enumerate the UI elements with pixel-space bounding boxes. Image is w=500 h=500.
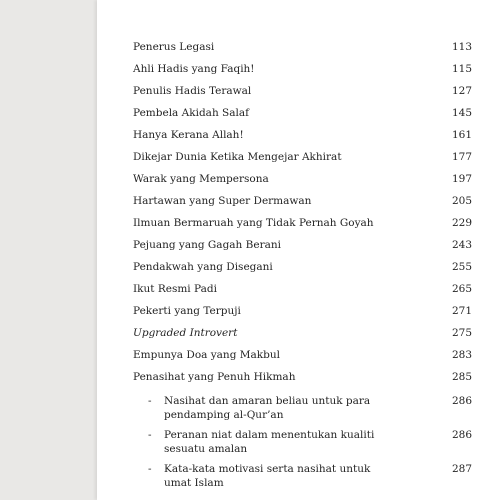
- toc-entry-page: 145: [451, 107, 472, 119]
- toc-entry-page: 127: [451, 85, 472, 97]
- toc-entry-page: 265: [451, 283, 472, 295]
- toc-entry-page: 197: [451, 173, 472, 185]
- toc-entry-title: Pejuang yang Gagah Berani: [133, 239, 281, 251]
- toc-entry-title: Penulis Hadis Terawal: [133, 85, 252, 97]
- toc-entry-page: 243: [451, 239, 472, 251]
- table-of-contents: [97, 0, 500, 500]
- toc-entry-title: Empunya Doa yang Makbul: [133, 349, 280, 361]
- toc-subentry-page: 286: [451, 395, 472, 407]
- toc-entry-title: Ikut Resmi Padi: [133, 283, 217, 295]
- toc-entry-page: 275: [451, 327, 472, 339]
- bullet-marker: -: [148, 395, 152, 407]
- toc-subentry-page: 287: [451, 463, 472, 475]
- toc-entry-title: Upgraded Introvert: [133, 327, 238, 339]
- toc-entry-page: 285: [451, 371, 472, 383]
- toc-entry-page: 113: [451, 41, 472, 53]
- toc-entry-page: 161: [451, 129, 472, 141]
- toc-subentry-page: 286: [451, 429, 472, 441]
- toc-entry-title: Pekerti yang Terpuji: [133, 305, 241, 317]
- toc-entry-title: Pendakwah yang Disegani: [133, 261, 273, 273]
- toc-entry-page: 177: [451, 151, 472, 163]
- bullet-marker: -: [148, 463, 152, 475]
- toc-entry-page: 283: [451, 349, 472, 361]
- toc-entry-page: 271: [451, 305, 472, 317]
- toc-entry-title: Hanya Kerana Allah!: [133, 129, 244, 141]
- toc-entry-title: Penerus Legasi: [133, 41, 215, 53]
- bullet-marker: -: [148, 429, 152, 441]
- toc-entry-page: 255: [451, 261, 472, 273]
- toc-entry-title: Warak yang Mempersona: [133, 173, 269, 185]
- toc-entry-title: Pembela Akidah Salaf: [133, 107, 249, 119]
- book-page: [97, 0, 500, 500]
- toc-subentry-title: Peranan niat dalam menentukan kualiti sesuatu amalan: [164, 429, 375, 455]
- toc-subentry-title: Kata-kata motivasi serta nasihat untuk umat Islam: [164, 463, 371, 489]
- toc-entry-title: Ahli Hadis yang Faqih!: [133, 63, 255, 75]
- toc-entry-page: 115: [451, 63, 472, 75]
- toc-entry-page: 205: [451, 195, 472, 207]
- toc-entry-page: 229: [451, 217, 472, 229]
- toc-entry-title: Penasihat yang Penuh Hikmah: [133, 371, 296, 383]
- toc-entry-title: Ilmuan Bermaruah yang Tidak Pernah Goyah: [133, 217, 374, 229]
- toc-entry-title: Dikejar Dunia Ketika Mengejar Akhirat: [133, 151, 342, 163]
- toc-subentry-title: Nasihat dan amaran beliau untuk para pendamping al-Qur’an: [164, 395, 371, 421]
- toc-entry-title: Hartawan yang Super Dermawan: [133, 195, 312, 207]
